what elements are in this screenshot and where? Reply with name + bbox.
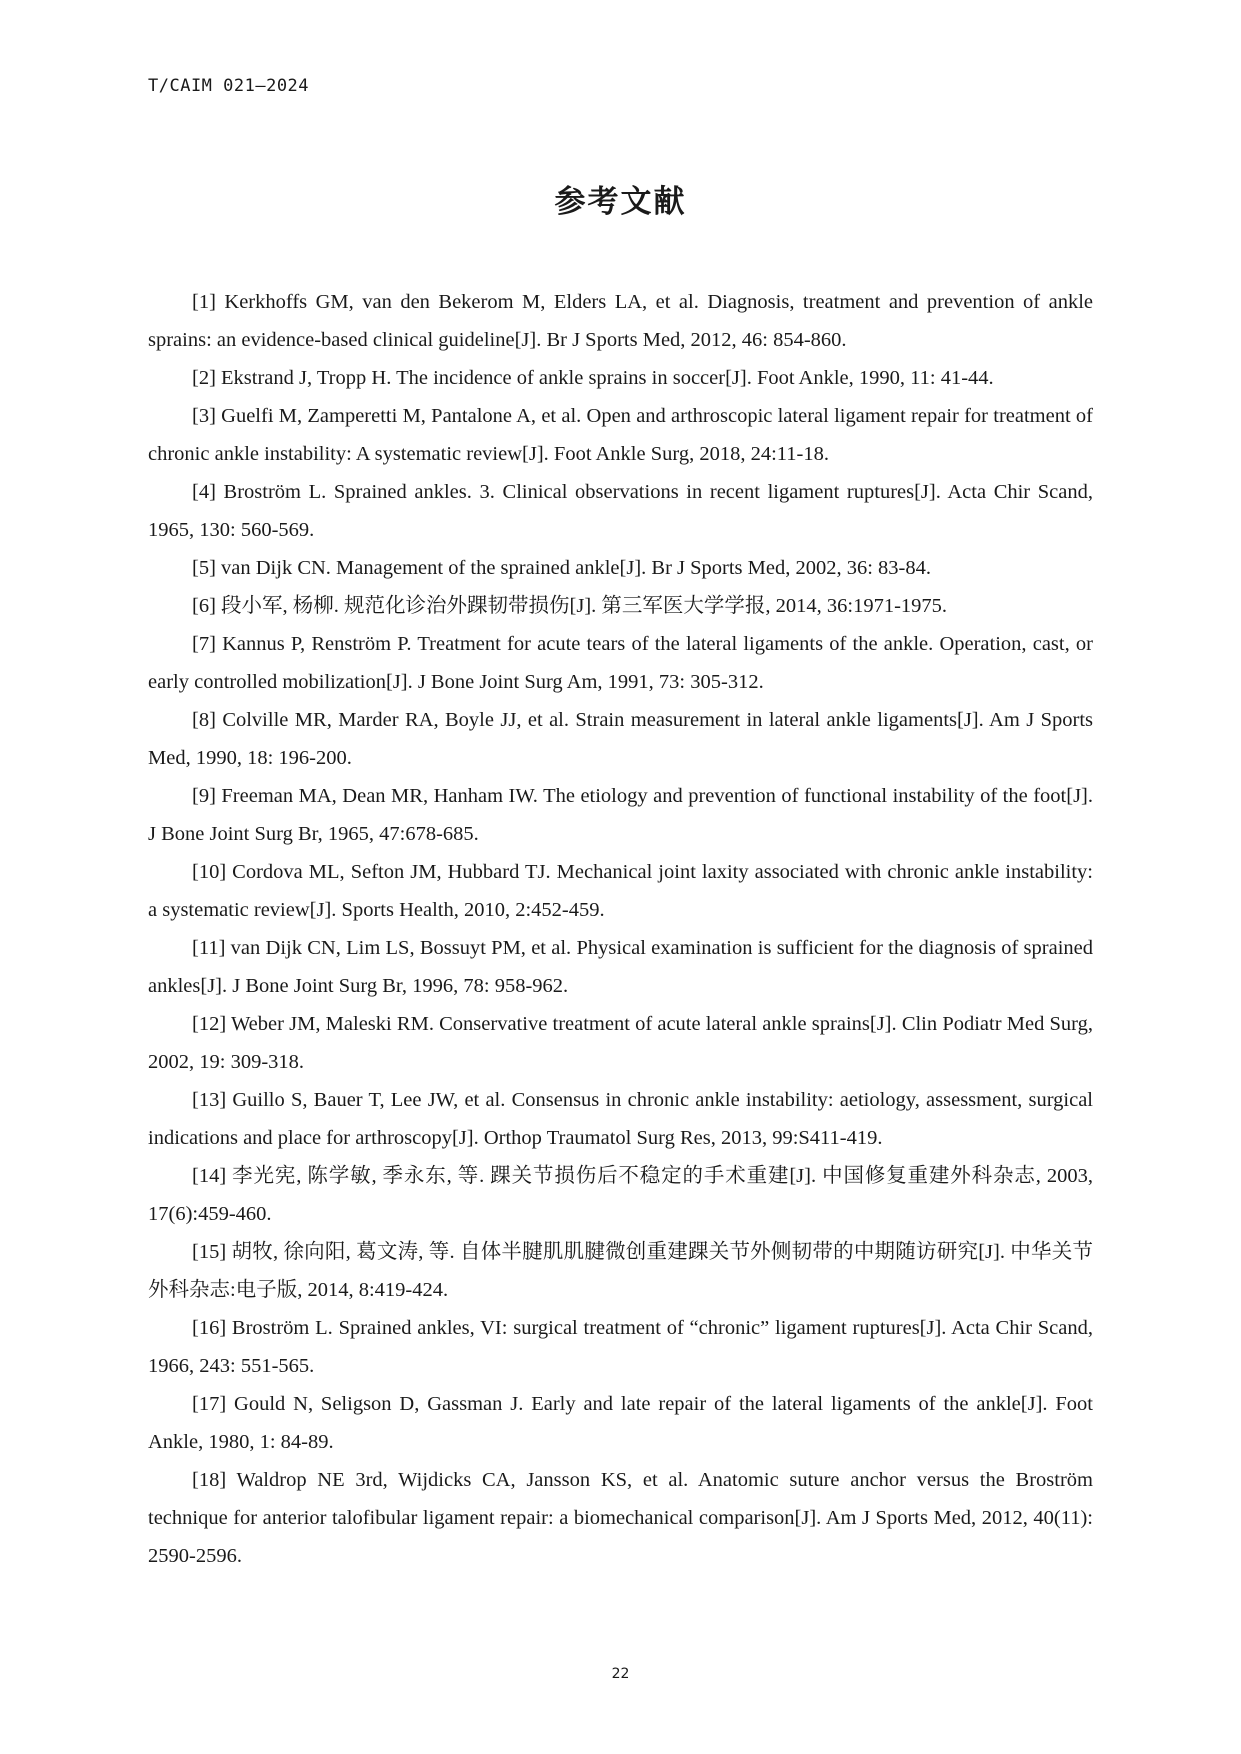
reference-item: [13] Guillo S, Bauer T, Lee JW, et al. Consensus in chronic ankle instability: aetiology, assessment, surgical indications and place for arthroscopy[J]. Orthop Traumatol Surg Res, 2013, 99:S411-419.: [148, 1089, 1093, 1149]
reference-item: [2] Ekstrand J, Tropp H. The incidence of ankle sprains in soccer[J]. Foot Ankle, 1990, 11: 41-44.: [192, 367, 994, 389]
reference-item: [18] Waldrop NE 3rd, Wijdicks CA, Jansson KS, et al. Anatomic suture anchor versus the Broström technique for anterior talofibular ligament repair: a biomechanical comparison[J]. Am J Sports Med, 2012, 40(11): 2590-2596.: [148, 1469, 1093, 1567]
reference-item: [17] Gould N, Seligson D, Gassman J. Early and late repair of the lateral ligaments of the ankle[J]. Foot Ankle, 1980, 1: 84-89.: [148, 1393, 1093, 1453]
reference-item: [10] Cordova ML, Sefton JM, Hubbard TJ. Mechanical joint laxity associated with chronic ankle instability: a systematic review[J]. Sports Health, 2010, 2:452-459.: [148, 861, 1093, 921]
reference-item: [9] Freeman MA, Dean MR, Hanham IW. The etiology and prevention of functional instability of the foot[J]. J Bone Joint Surg Br, 1965, 47:678-685.: [148, 785, 1093, 845]
reference-item: [12] Weber JM, Maleski RM. Conservative treatment of acute lateral ankle sprains[J]. Clin Podiatr Med Surg, 2002, 19: 309-318.: [148, 1013, 1093, 1073]
page-number: 22: [611, 1666, 630, 1682]
reference-item: [14] 李光宪, 陈学敏, 季永东, 等. 踝关节损伤后不稳定的手术重建[J]. 中国修复重建外科杂志, 2003, 17(6):459-460.: [148, 1165, 1093, 1225]
reference-item: [8] Colville MR, Marder RA, Boyle JJ, et al. Strain measurement in lateral ankle ligaments[J]. Am J Sports Med, 1990, 18: 196-200.: [148, 709, 1093, 769]
reference-item: [11] van Dijk CN, Lim LS, Bossuyt PM, et al. Physical examination is sufficient for the diagnosis of sprained ankles[J]. J Bone Joint Surg Br, 1996, 78: 958-962.: [148, 937, 1093, 997]
reference-item: [7] Kannus P, Renström P. Treatment for acute tears of the lateral ligaments of the ankle. Operation, cast, or early controlled mobilization[J]. J Bone Joint Surg Am, 1991, 73: 305-312.: [148, 633, 1093, 693]
reference-item: [15] 胡牧, 徐向阳, 葛文涛, 等. 自体半腱肌肌腱微创重建踝关节外侧韧带的中期随访研究[J]. 中华关节外科杂志:电子版, 2014, 8:419-424.: [148, 1241, 1093, 1301]
reference-item: [16] Broström L. Sprained ankles, VI: surgical treatment of “chronic” ligament ruptures[J]. Acta Chir Scand, 1966, 243: 551-565.: [148, 1317, 1093, 1377]
reference-item: [5] van Dijk CN. Management of the sprained ankle[J]. Br J Sports Med, 2002, 36: 83-84.: [192, 557, 932, 579]
reference-item: [3] Guelfi M, Zamperetti M, Pantalone A, et al. Open and arthroscopic lateral ligament repair for treatment of chronic ankle instability: A systematic review[J]. Foot Ankle Surg, 2018, 24:11-18.: [148, 405, 1093, 465]
reference-item: [1] Kerkhoffs GM, van den Bekerom M, Elders LA, et al. Diagnosis, treatment and prevention of ankle sprains: an evidence-based clinical guideline[J]. Br J Sports Med, 2012, 46: 854-860.: [148, 291, 1093, 351]
reference-item: [6] 段小军, 杨柳. 规范化诊治外踝韧带损伤[J]. 第三军医大学学报, 2014, 36:1971-1975.: [192, 595, 948, 617]
reference-item: [4] Broström L. Sprained ankles. 3. Clinical observations in recent ligament ruptures[J]. Acta Chir Scand, 1965, 130: 560-569.: [148, 481, 1093, 541]
document-code: T/CAIM 021—2024: [148, 76, 310, 96]
reference-list: [148, 283, 1093, 1575]
page-title: 参考文献: [554, 184, 687, 220]
